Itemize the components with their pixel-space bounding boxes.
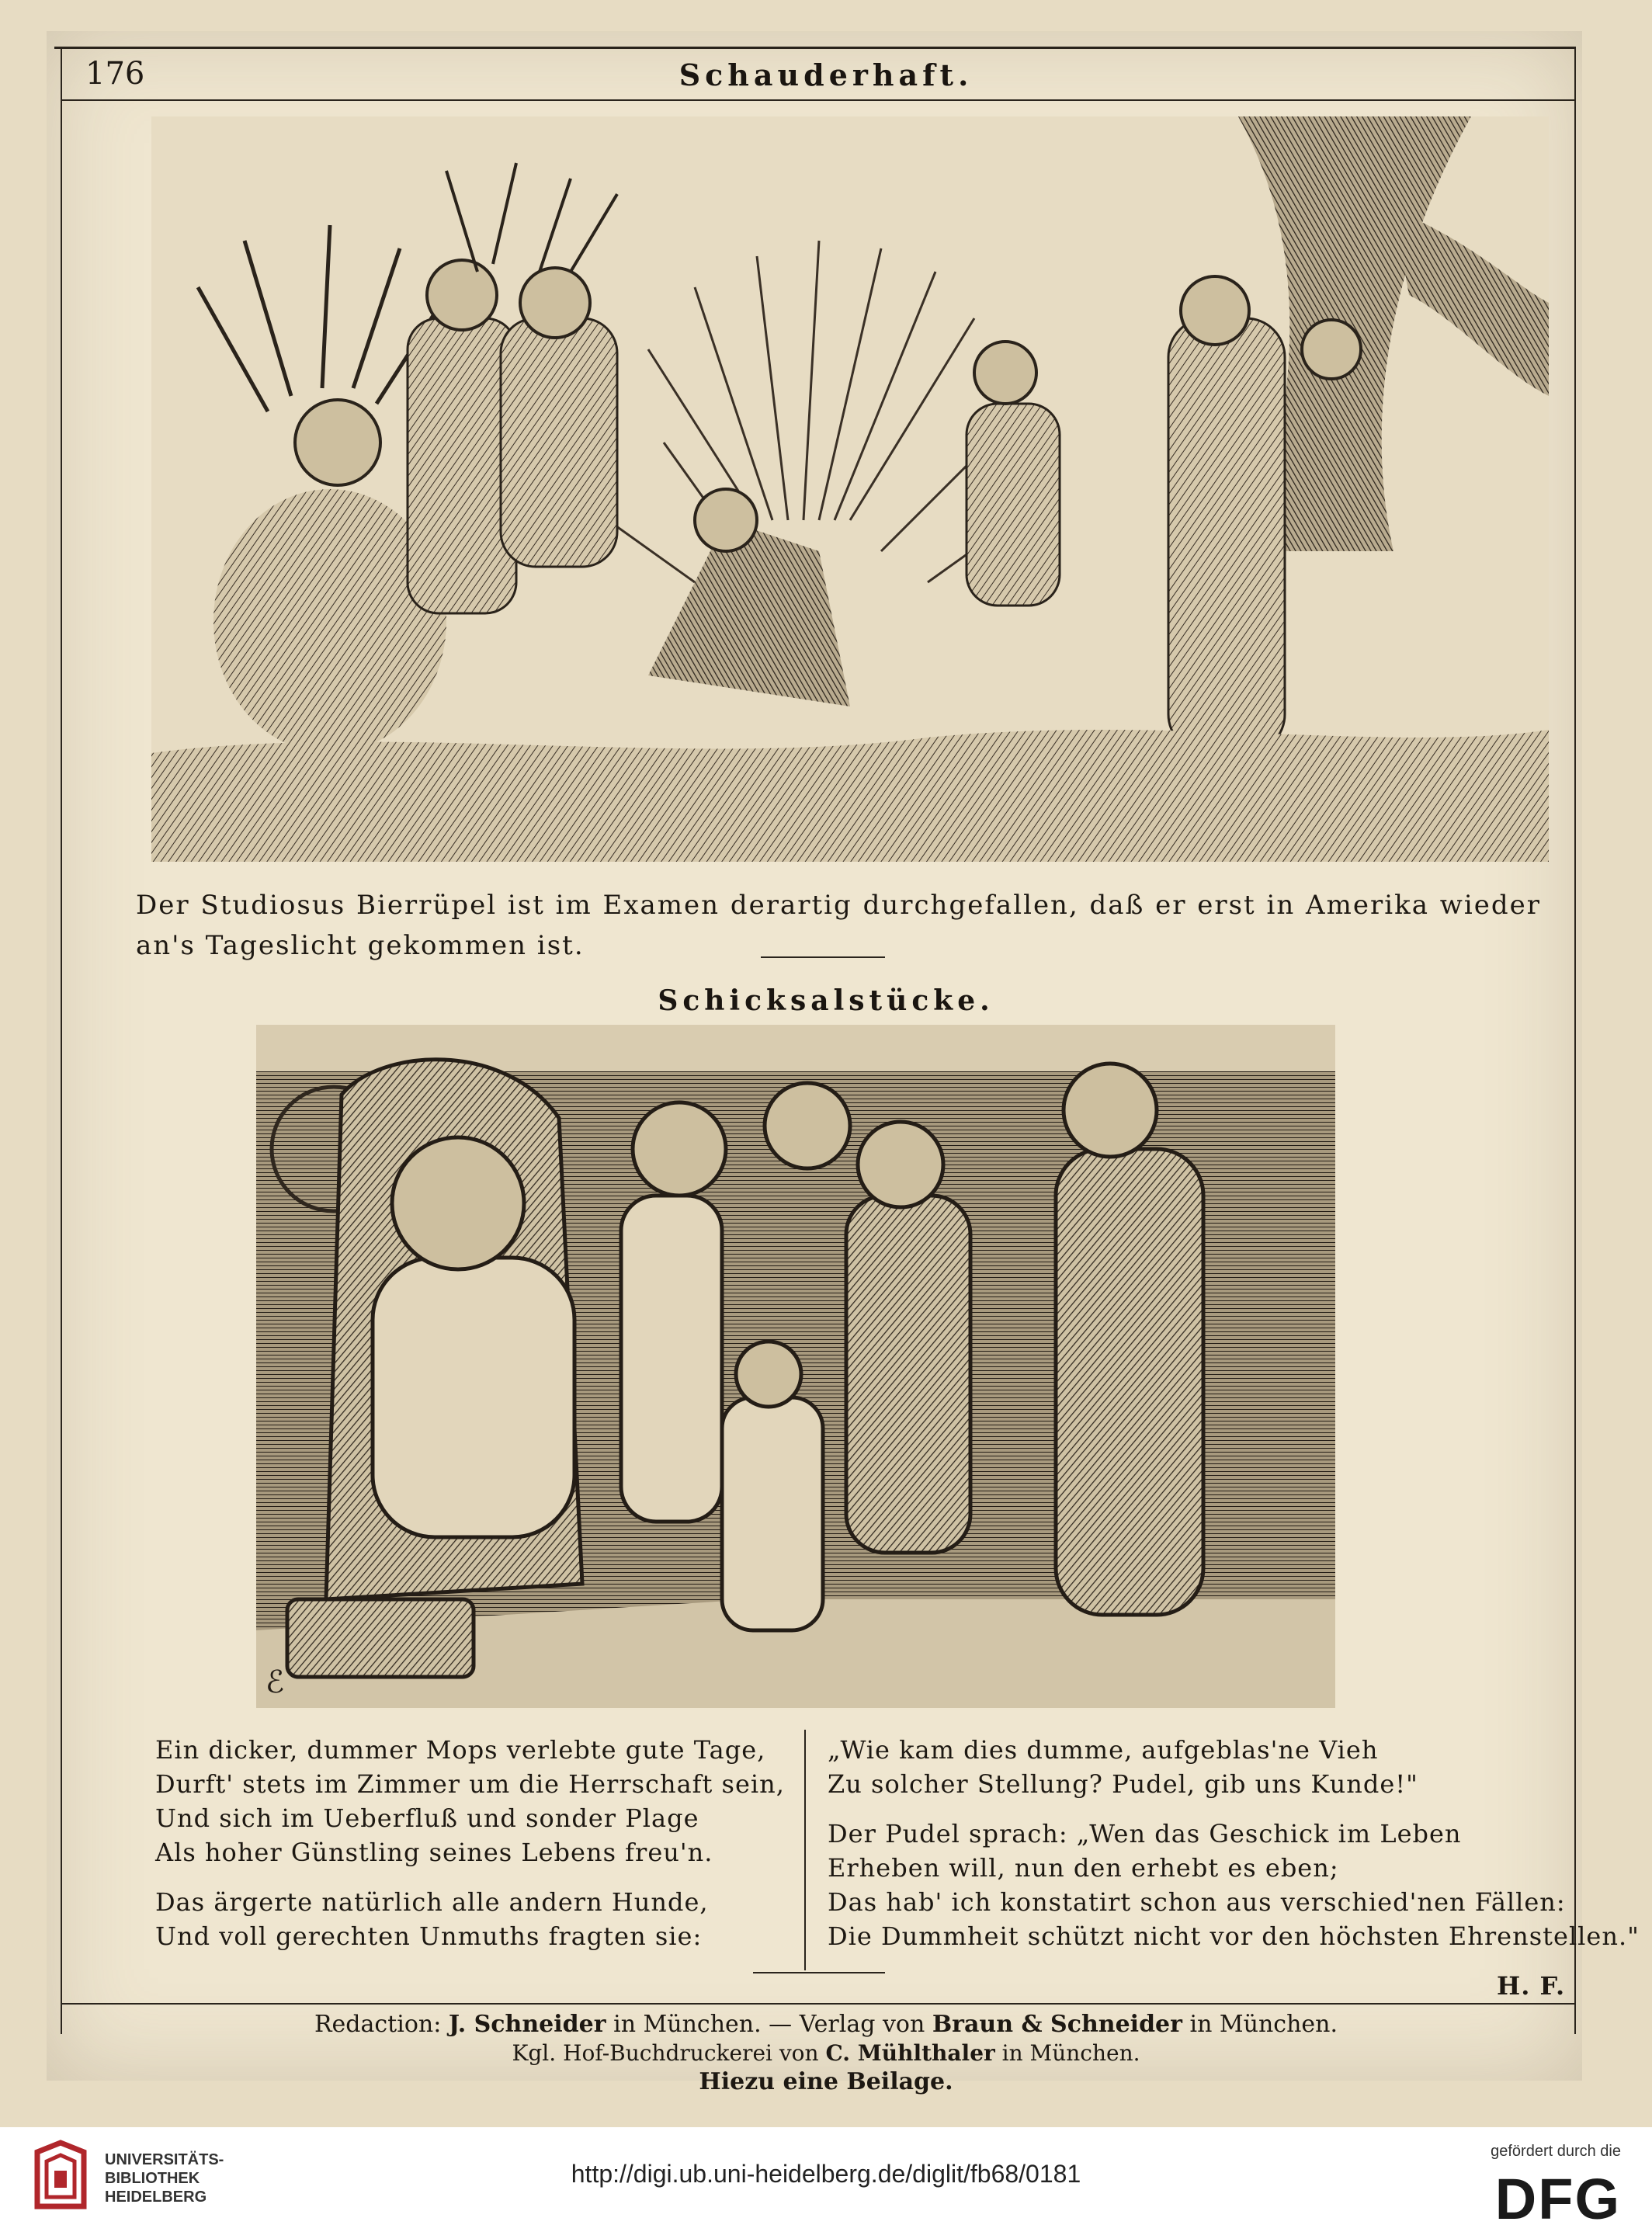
footer-rule [62,2003,1576,2005]
verse-line: Erheben will, nun den erhebt es eben; [828,1853,1339,1883]
verse-left [155,1733,785,1953]
printer-name: C. Mühlthaler [825,2040,995,2066]
separator-short-top [761,956,885,958]
institution-line: HEIDELBERG [105,2189,207,2206]
verse-line: Das ärgerte natürlich alle andern Hunde, [155,1887,709,1917]
verse-line: Und voll gerechten Unmuths fragten sie: [155,1921,703,1951]
footer-text: in München. [1189,2011,1338,2038]
verse-line: Und sich im Ueberfluß und sonder Plage [155,1803,699,1833]
verse-line: Durft' stets im Zimmer um die Herrschaft sein, [155,1769,785,1799]
engraving-drawing-bottom [256,1025,1335,1708]
permalink-url[interactable]: http://digi.ub.uni-heidelberg.de/diglit/fb68/0181 [571,2160,1081,2188]
verse-line: Als hoher Günstling seines Lebens freu'n. [155,1838,713,1867]
header-rule [62,99,1576,101]
svg-text:ℰ: ℰ [266,1664,285,1700]
footer-text: in München. — Verlag von [613,2011,925,2038]
top-rule [54,47,1576,49]
verse-line: Der Pudel sprach: „Wen das Geschick im Leben [828,1819,1462,1848]
illustration-top [151,116,1549,862]
caption-top: Der Studiosus Bierrüpel ist im Examen derartig durchgefallen, daß er erst in Amerika wieder an's Tageslicht gekommen ist. [136,890,1541,961]
footer-printer [0,2040,1652,2066]
institution-line: UNIVERSITÄTS- [105,2151,224,2168]
dfg-logo[interactable]: DFG [1494,2167,1621,2231]
engraving-drawing-top [151,116,1549,862]
page-number: 176 [85,56,145,92]
verse-line: Zu solcher Stellung? Pudel, gib uns Kunde!" [828,1769,1418,1799]
institution-line: BIBLIOTHEK [105,2170,200,2187]
illustration-bottom [256,1025,1335,1708]
author-initials: H. F. [1497,1971,1566,2001]
verse-line: „Wie kam dies dumme, aufgeblas'ne Vieh [828,1735,1379,1765]
verse-line: Die Dummheit schützt nicht vor den höchsten Ehrenstellen." [828,1921,1640,1951]
footer-text: in München. [1001,2040,1140,2066]
redaction-label: Redaction: [314,2011,442,2038]
funding-label: gefördert durch die [1491,2143,1621,2160]
verse-line: Das hab' ich konstatirt schon aus verschied'nen Fällen: [828,1887,1566,1917]
title-bottom: Schicksalstücke. [658,984,994,1017]
footer-redaction [0,2011,1652,2038]
verse-column-divider [804,1730,806,1970]
footer-supplement [0,2068,1652,2095]
publisher-name: Braun & Schneider [932,2011,1182,2038]
left-frame-rule [61,47,62,2034]
supplement-note: Hiezu eine Beilage. [699,2068,953,2095]
verse-right [828,1733,1640,1953]
separator-short-bottom [753,1972,885,1973]
redaction-name: J. Schneider [448,2011,606,2038]
verse-line: Ein dicker, dummer Mops verlebte gute Tage, [155,1735,766,1765]
printer-prefix: Kgl. Hof-Buchdruckerei von [512,2040,819,2066]
title-top: Schauderhaft. [678,57,974,92]
